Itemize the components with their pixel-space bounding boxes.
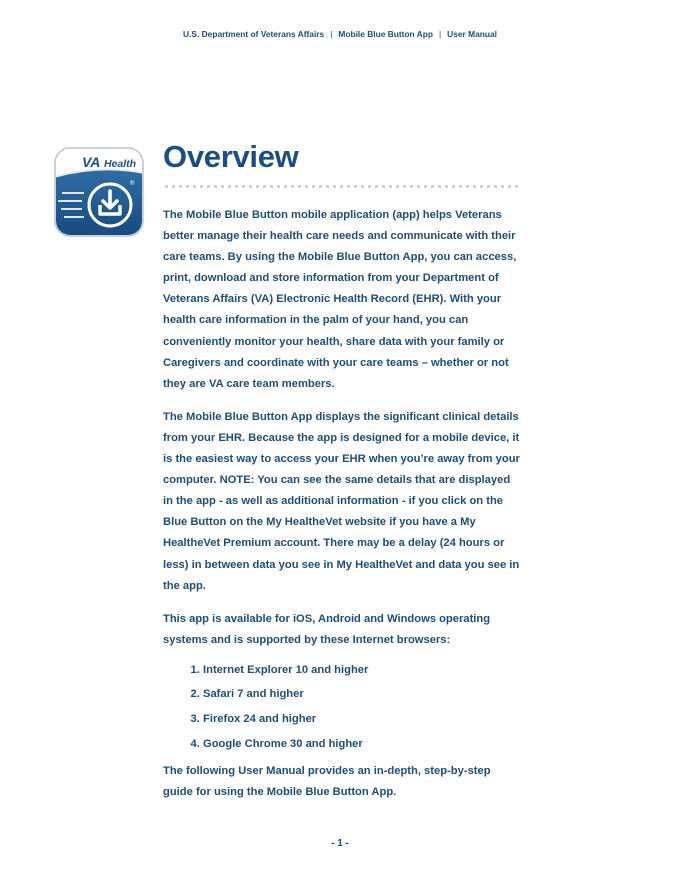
page-title: Overview [163,139,299,174]
list-item: 2. Safari 7 and higher [203,682,523,707]
closing-paragraph: The following User Manual provides an in-depth, step-by-step guide for using the Mobile Blue Button App. [163,765,491,799]
dotted-divider [163,184,519,189]
details-text-end: You can see the same details that are displayed in the app - as well as additional information - if you click on the Blue Button on the My HealtheVet website if you have a My HealtheVet Premium account. There may be a delay (24 hours or less) in between data you see in My HealtheVet and data you see in the app. [163,474,520,592]
availability-paragraph: This app is available for iOS, Android and Windows operating systems and is supported by these Internet browsers: [163,612,491,646]
body-content [163,205,523,803]
header-separator: | [330,29,333,39]
browser-list [163,658,523,756]
va-health-app-icon [54,147,144,237]
page-number: - 1 - [331,838,349,849]
details-text-start: The Mobile Blue Button App displays the significant clinical details from your EHR. Because the app is designed for a mobile device, it is the easiest way to access your EHR when you’re away from your computer. [163,410,520,487]
header-app: Mobile Blue Button App [338,29,433,39]
header-separator: | [438,29,442,39]
running-header [0,29,680,39]
header-doc: User Manual [447,29,497,39]
details-paragraph [163,407,523,597]
intro-paragraph: The Mobile Blue Button mobile application (app) helps Veterans better manage their health care needs and communicate with their care teams. By using the Mobile Blue Button App, you can access, print, download and store information from your Department of Veterans Affairs (VA) Electronic Health Record (EHR). With your health care information in the palm of your hand, you can conveniently monitor your health, share data with your family or Caregivers and coordinate with your care teams – whether or not they are VA care team members. [163,209,517,390]
list-item: 4. Google Chrome 30 and higher [203,732,523,757]
list-item: 1. Internet Explorer 10 and higher [203,658,523,683]
icon-brand-va: VA [82,154,101,170]
header-org: U.S. Department of Veterans Affairs [183,29,325,39]
note-label: NOTE: [219,474,255,487]
icon-registered: ® [130,181,135,187]
list-item: 3. Firefox 24 and higher [203,707,523,732]
icon-brand-health: Health [104,158,137,170]
